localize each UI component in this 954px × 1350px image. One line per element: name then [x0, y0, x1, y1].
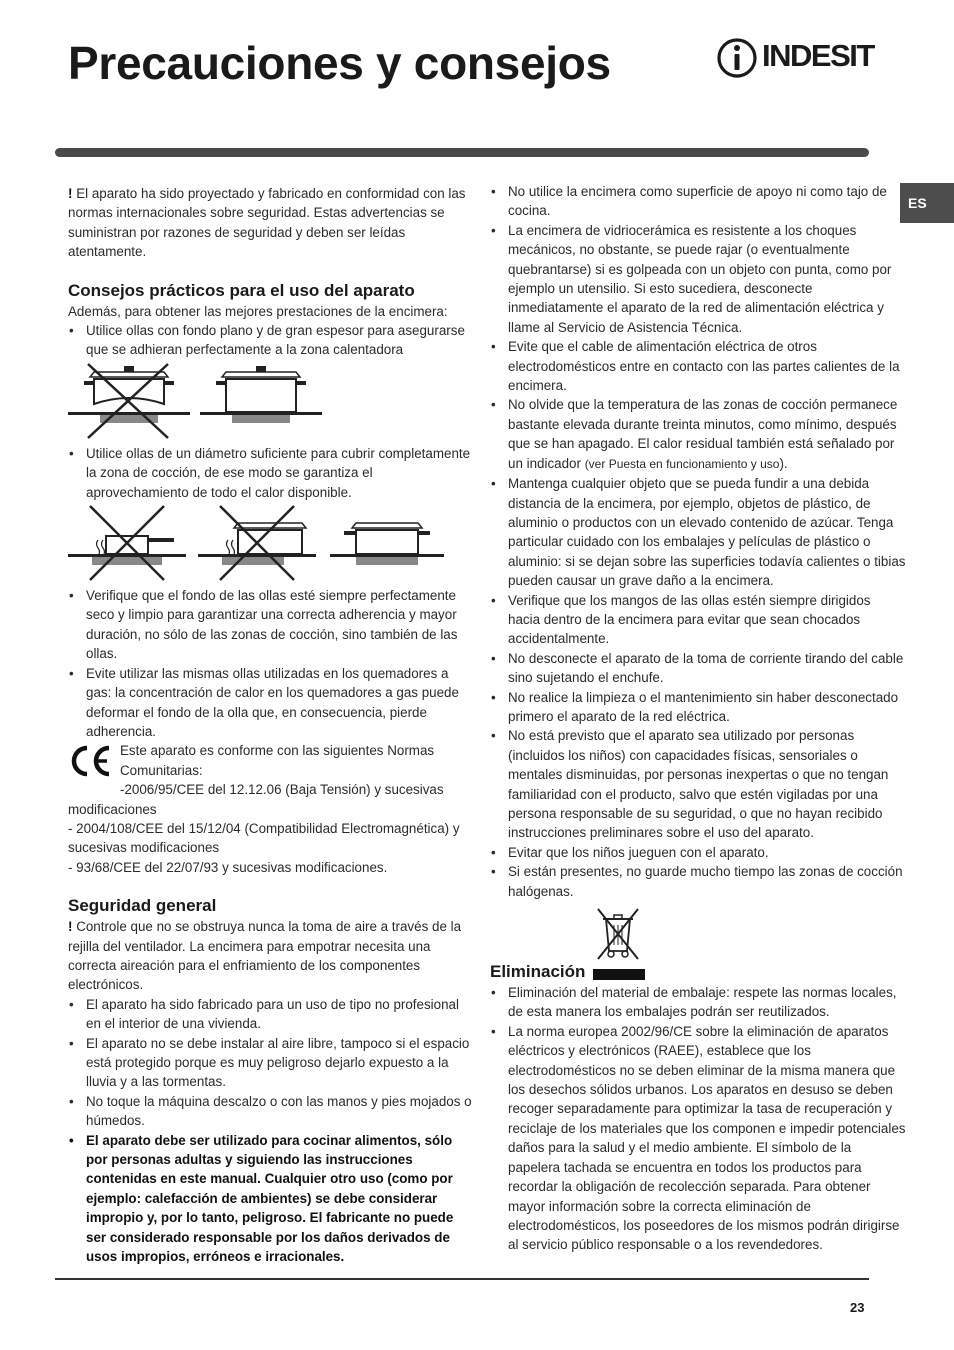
indesit-logo-icon [716, 36, 758, 80]
right-column [490, 182, 906, 1255]
list-item: • No utilice la encimera como superficie de apoyo ni como tajo de cocina. [490, 182, 906, 221]
list-item: • Utilice ollas con fondo plano y de gran espesor para asegurarse que se adhieran perfectamente a la zona calentadora [68, 321, 476, 360]
list-item: • Mantenga cualquier objeto que se pueda fundir a una debida distancia de la encimera, por ejemplo, objetos de plástico, de aluminio o productos con un elevado contenido de azúcar. Tenga particular cuidado con los embalajes y películas de plástico o aluminio: si se dejan sobre las superficies todavía calientes o tibias pueden causar un grave daño a la encimera. [490, 474, 906, 590]
list-item: • La norma europea 2002/96/CE sobre la eliminación de aparatos eléctricos y electrónicos (RAEE), establece que los electrodomésticos no se deben eliminar de la misma manera que los desechos sólidos urbanos. Los aparatos en desuso se deben recoger separadamente para optimizar la tasa de recuperación y reciclaje de los materiales que los componen e impedir potenciales daños para la salud y el medio ambiente. El símbolo de la papelera tachada se encuentra en todos los productos para recordar la obligación de recolección separada. Para obtener mayor información sobre la correcta eliminación de electrodomésticos, los poseedores de los mismos podrán dirigirse al servicio público responsable o a los revendedores. [490, 1022, 906, 1255]
list-item: • No realice la limpieza o el mantenimiento sin haber desconectado primero el aparato de la red eléctrica. [490, 688, 906, 727]
list-item-bold-warning: • El aparato debe ser utilizado para cocinar alimentos, sólo por personas adultas y siguiendo las instrucciones contenidas en este manual. Cualquier otro uso (como por ejemplo: calefacción de ambientes) se debe considerar impropio y, por lo tanto, peligroso. El fabricante no puede ser considerado responsable por los daños derivados de usos impropios, erróneos e irracionales. [68, 1131, 476, 1267]
ce-compliance [68, 741, 476, 877]
list-item: • No desconecte el aparato de la toma de corriente tirando del cable sino sujetando el enchufe. [490, 649, 906, 688]
pan-diameter-illustration [68, 504, 476, 582]
flat-bottom-pans-illustration [68, 362, 476, 440]
ce-directive-2: - 2004/108/CEE del 15/12/04 (Compatibilidad Electromagnética) y sucesivas modificaciones [68, 820, 460, 856]
practical-advice-list [68, 321, 476, 360]
list-item: • No está previsto que el aparato sea utilizado por personas (incluidos los niños) con capacidades físicas, sensoriales o mentales disminuidas, por personas inexpertas o que no tengan familiaridad con el producto, salvo que estén vigiladas por una persona responsable de su seguridad, o que no hayan recibido instrucciones preliminares sobre el uso del aparato. [490, 726, 906, 842]
page-title: Precauciones y consejos [68, 37, 611, 89]
list-item: • Verifique que los mangos de las ollas estén siempre dirigidos hacia dentro de la encimera para evitar que sean chocados accidentalmente. [490, 591, 906, 649]
disposal-bar [593, 969, 645, 980]
brand-name: INDESIT [762, 38, 874, 73]
language-tab: ES [900, 183, 954, 223]
ce-statement: Este aparato es conforme con las siguientes Normas Comunitarias: [120, 743, 435, 778]
general-safety-intro: ! Controle que no se obstruya nunca la toma de aire a través de la rejilla del ventilador. La encimera para empotrar necesita una correcta aireación para el enfriamiento de los componentes electrónicos. [68, 919, 462, 993]
left-column [68, 184, 476, 1266]
ce-mark-icon [68, 743, 114, 779]
disposal-heading-row [490, 961, 906, 983]
warning-mark: ! [68, 919, 73, 935]
flat-pan-correct-icon [200, 362, 322, 440]
intro-paragraph: ! El aparato ha sido proyectado y fabricado en conformidad con las normas internacionales sobre seguridad. Estas advertencias se suministran por razones de seguridad y deben ser leídas atentamente. [68, 186, 466, 260]
indesit-logo [716, 36, 872, 80]
list-item: • La encimera de vidriocerámica es resistente a los choques mecánicos, no obstante, se puede rajar (o eventualmente quebrantarse) si es golpeada con un objeto con punta, como por ejemplo un utensilio. Si esto sucediera, desconecte inmediatamente el aparato de la red de alimentación eléctrica y llame al Servicio de Asistencia Técnica. [490, 221, 906, 337]
cross-reference: (ver Puesta en funcionamiento y uso [584, 456, 780, 471]
disposal-list [490, 983, 906, 1255]
ce-directive-3: - 93/68/CEE del 22/07/93 y sucesivas modificaciones. [68, 859, 388, 875]
list-item: • El aparato no se debe instalar al aire libre, tampoco si el espacio está protegido porque es muy peligroso dejarlo expuesto a la lluvia y a las tormentas. [68, 1034, 476, 1092]
matching-pan-correct-icon [330, 504, 444, 582]
list-item: • Evite utilizar las mismas ollas utilizadas en los quemadores a gas: la concentración de calor en los quemadores a gas puede deformar el fondo de la olla que, en consecuencia, pierde adherencia. [68, 664, 476, 742]
crossed-out-bin-icon [594, 907, 642, 961]
safety-list-continued [490, 182, 906, 901]
list-item: • No olvide que la temperatura de las zonas de cocción permanece bastante elevada durante treinta minutos, como mínimo, después que se han apagado. El calor residual también está señalado por un indicador (ver Puesta en funcionamiento y uso). [490, 395, 906, 474]
list-item: • No toque la máquina descalzo o con las manos y pies mojados o húmedos. [68, 1092, 476, 1131]
list-item: • Evite que el cable de alimentación eléctrica de otros electrodomésticos entre en contacto con las partes calientes de la encimera. [490, 337, 906, 395]
practical-advice-list-2 [68, 444, 476, 502]
general-safety-list [68, 995, 476, 1267]
general-safety-heading: Seguridad general [68, 896, 217, 916]
ce-directive-1: -2006/95/CEE del 12.12.06 (Baja Tensión) y sucesivas modificaciones [68, 782, 444, 817]
list-item: • El aparato ha sido fabricado para un uso de tipo no profesional en el interior de una vivienda. [68, 995, 476, 1034]
list-item: • Utilice ollas de un diámetro suficiente para cubrir completamente la zona de cocción, de ese modo se garantiza el aprovechamiento de todo el calor disponible. [68, 444, 476, 502]
list-item: • Evitar que los niños jueguen con el aparato. [490, 843, 906, 862]
small-pan-crossed-icon [68, 504, 186, 582]
list-item: • Si están presentes, no guarde mucho tiempo las zonas de cocción halógenas. [490, 862, 906, 901]
disposal-heading: Eliminación [490, 962, 586, 982]
warped-pan-crossed-icon [68, 362, 190, 440]
list-item: • Verifique que el fondo de las ollas esté siempre perfectamente seco y limpio para garantizar una correcta adherencia y mayor duración, no sólo de las zonas de cocción, sino también de las ollas. [68, 586, 476, 664]
warning-mark: ! [68, 186, 73, 201]
footer-divider [55, 1278, 869, 1280]
header-divider [55, 148, 869, 157]
practical-advice-lead: Además, para obtener las mejores prestaciones de la encimera: [68, 303, 448, 319]
practical-advice-list-3 [68, 586, 476, 741]
page-number: 23 [850, 1300, 865, 1315]
offset-pan-crossed-icon [198, 504, 316, 582]
practical-advice-heading: Consejos prácticos para el uso del aparato [68, 280, 415, 300]
list-item: • Eliminación del material de embalaje: respete las normas locales, de esta manera los embalajes podrán ser reutilizados. [490, 983, 906, 1022]
